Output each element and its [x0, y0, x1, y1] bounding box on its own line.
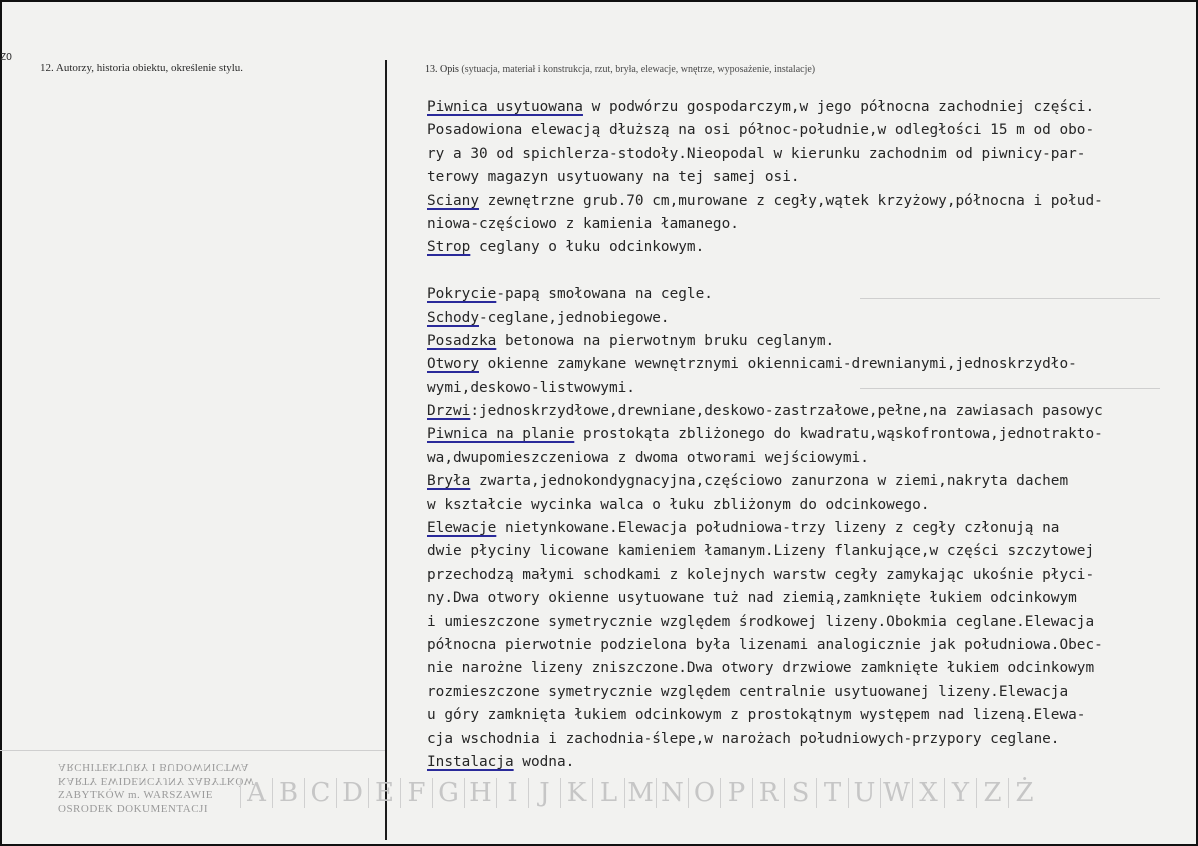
text-line [427, 423, 1197, 446]
alphabet-letter: J [528, 778, 560, 808]
text-line [427, 517, 1197, 540]
text-line [427, 190, 1197, 213]
alphabet-letter: G [432, 778, 464, 808]
text-line [427, 470, 1197, 493]
text-line [427, 447, 1197, 470]
edge-mark: ZO [0, 52, 13, 63]
text-line [427, 96, 1197, 119]
text-line [427, 657, 1197, 680]
text-line [427, 704, 1197, 727]
alphabet-letter: K [560, 778, 592, 808]
alphabet-letter: B [272, 778, 304, 808]
line-text: przechodzą małymi schodkami z kolejnych warstw cegły zamykając ukośnie płyci- [427, 566, 1095, 583]
alphabet-letter: Y [944, 778, 976, 808]
alphabet-letter: R [752, 778, 784, 808]
text-line [427, 494, 1197, 517]
text-line [427, 260, 1197, 283]
section-13-number: 13. Opis [425, 64, 459, 75]
line-text: niowa-częściowo z kamienia łamanego. [427, 215, 739, 232]
line-text: i umieszczone symetrycznie względem środkowej lizeny.Obokmia ceglane.Elewacja [427, 613, 1095, 630]
alphabet-letter: M [624, 778, 656, 808]
alphabet-letter: H [464, 778, 496, 808]
text-line [427, 377, 1197, 400]
stamp-line: KARTY EWIDENCYJNY ZABYTKÓW [58, 775, 255, 787]
line-text: wymi,deskowo-listwowymi. [427, 379, 635, 396]
stamp-line: OSRODEK DOKUMENTACJI [58, 803, 208, 815]
text-line [427, 587, 1197, 610]
section-13-heading [425, 64, 815, 75]
text-line [427, 330, 1197, 353]
alphabet-letter: F [400, 778, 432, 808]
text-line [427, 611, 1197, 634]
alphabet-letter: X [912, 778, 944, 808]
underlined-label: Drzwi [427, 403, 471, 420]
line-text: nietynkowane.Elewacja południowa-trzy lizeny z cegły członują na [496, 520, 1060, 537]
line-text: cja wschodnia i zachodnia-ślepe,w narożach południowych-przypory ceglane. [427, 730, 1060, 747]
line-text: -papą smołowana na cegle. [496, 286, 713, 303]
text-line [427, 283, 1197, 306]
bleed-through-line [0, 750, 385, 751]
text-line [427, 166, 1197, 189]
underlined-label: Pokrycie [427, 286, 497, 303]
text-line [427, 751, 1197, 774]
stamp-line: ZABYTKÓW m. WARSZAWIE [58, 789, 213, 801]
archive-stamp [58, 760, 255, 816]
underlined-label: Schody [427, 309, 479, 326]
alphabet-letter: Ż [1008, 778, 1040, 808]
line-text: dwie płyciny licowane kamieniem łamanym.Lizeny flankujące,w części szczytowej [427, 543, 1095, 560]
underlined-label: Piwnica na planie [427, 426, 575, 443]
alphabet-letter: I [496, 778, 528, 808]
line-text: ny.Dwa otwory okienne usytuowane tuż nad ziemią,zamknięte łukiem odcinkowym [427, 590, 1077, 607]
alphabet-letter: N [656, 778, 688, 808]
stamp-line: ARCHITEKTURY I BUDOWNICTWA [58, 761, 250, 773]
line-text: północna pierwotnie podzielona była lizenami analogicznie jak południowa.Obec- [427, 636, 1103, 653]
line-text: w kształcie wycinka walca o łuku zbliżonym do odcinkowego. [427, 496, 930, 513]
text-line [427, 634, 1197, 657]
alphabet-letter: A [240, 778, 272, 808]
description-text [427, 96, 1197, 774]
alphabet-letter: E [368, 778, 400, 808]
text-line [427, 143, 1197, 166]
text-line [427, 681, 1197, 704]
alphabet-letter: T [816, 778, 848, 808]
line-text: terowy magazyn usytuowany na tej samej osi. [427, 169, 800, 186]
line-text: u góry zamknięta łukiem odcinkowym z prostokątnym występem nad lizeną.Elewa- [427, 707, 1086, 724]
line-text: ceglany o łuku odcinkowym. [470, 239, 705, 256]
underlined-label: Strop [427, 239, 471, 256]
underlined-label: Elewacje [427, 520, 497, 537]
line-text: nie narożne lizeny zniszczone.Dwa otwory drzwiowe zamknięte łukiem odcinkowym [427, 660, 1095, 677]
underlined-label: Piwnica usytuowana [427, 99, 583, 115]
line-text: ry a 30 od spichlerza-stodoły.Nieopodal w kierunku zachodnim od piwnicy-par- [427, 145, 1086, 162]
line-text: okienne zamykane wewnętrznymi okiennicami-drewnianymi,jednoskrzydło- [478, 356, 1077, 373]
line-text: zwarta,jednokondygnacyjna,częściowo zanurzona w ziemi,nakryta dachem [470, 473, 1069, 490]
text-line [427, 400, 1197, 423]
alphabet-letter: P [720, 778, 752, 808]
alphabet-letter: C [304, 778, 336, 808]
alphabet-letter: W [880, 778, 912, 808]
alphabet-letter: D [336, 778, 368, 808]
text-line [427, 236, 1197, 259]
underlined-label: Otwory [427, 356, 479, 373]
alphabet-letter: U [848, 778, 880, 808]
line-text: w podwórzu gospodarczym,w jego północna zachodniej części. [582, 99, 1095, 115]
line-text: wodna. [513, 753, 575, 770]
text-line [427, 213, 1197, 236]
section-13-subtitle: (sytuacja, materiał i konstrukcja, rzut, bryła, elewacje, wnętrze, wyposażenie, instalacje) [461, 64, 816, 75]
alphabet-letter: L [592, 778, 624, 808]
alphabet-letter: S [784, 778, 816, 808]
line-text: -ceglane,jednobiegowe. [478, 309, 670, 326]
alphabet-letter: Z [976, 778, 1008, 808]
underlined-label: Sciany [427, 192, 479, 209]
text-line [427, 728, 1197, 751]
underlined-label: Posadzka [427, 332, 497, 349]
text-line [427, 564, 1197, 587]
text-line [427, 119, 1197, 142]
alphabet-letter: O [688, 778, 720, 808]
line-text: rozmieszczone symetrycznie względem centralnie usytuowanej lizeny.Elewacja [427, 683, 1069, 700]
section-12-heading: 12. Autorzy, historia obiektu, określenie stylu. [40, 62, 244, 74]
text-line [427, 353, 1197, 376]
text-line [427, 540, 1197, 563]
line-text: wa,dwupomieszczeniowa z dwoma otworami wejściowymi. [427, 449, 869, 466]
line-text: betonowa na pierwotnym bruku ceglanym. [496, 332, 835, 349]
underlined-label: Bryła [427, 473, 471, 490]
text-line [427, 307, 1197, 330]
column-divider [385, 60, 387, 840]
line-text: Posadowiona elewacją dłuższą na osi północ-południe,w odległości 15 m od obo- [427, 122, 1095, 139]
index-alphabet-strip [240, 778, 1040, 808]
line-text: zewnętrzne grub.70 cm,murowane z cegły,wątek krzyżowy,północna i połud- [478, 192, 1103, 209]
underlined-label: Instalacja [427, 753, 514, 770]
line-text: prostokąta zbliżonego do kwadratu,wąskofrontowa,jednotrakto- [574, 426, 1103, 443]
line-text: :jednoskrzydłowe,drewniane,deskowo-zastrzałowe,pełne,na zawiasach pasowyc [470, 403, 1103, 420]
